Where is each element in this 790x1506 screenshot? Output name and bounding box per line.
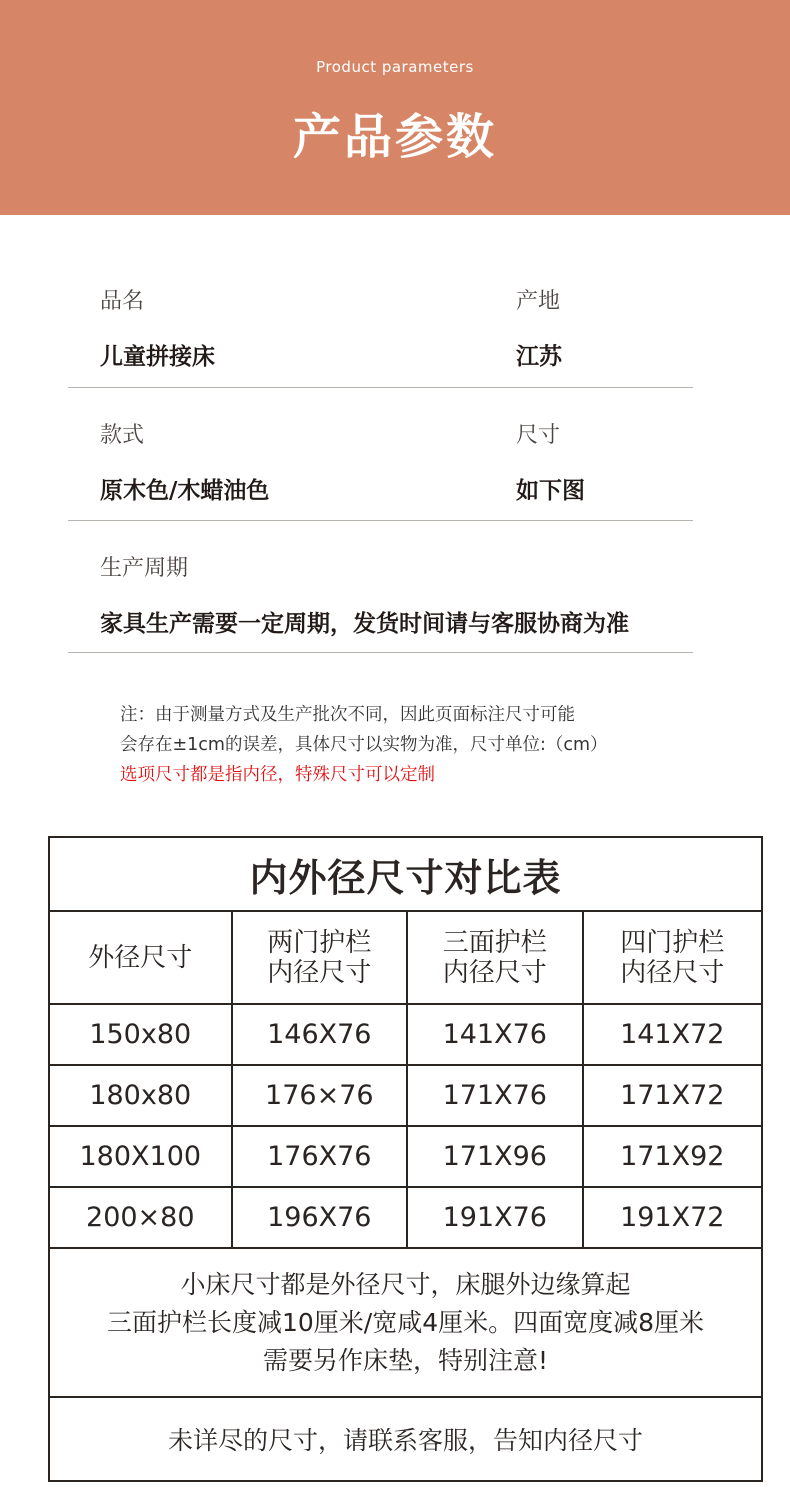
table-note (49, 1248, 762, 1397)
table-cell: 176×76 (232, 1065, 408, 1126)
table-cell: 196X76 (232, 1187, 408, 1248)
table-row (49, 1004, 762, 1065)
name-label: 品名 (100, 289, 145, 314)
table-cell: 171X72 (583, 1065, 762, 1126)
table-row (49, 1126, 762, 1187)
style-label: 款式 (100, 423, 145, 448)
size-comparison-table (48, 836, 763, 1482)
header-outer-size (49, 911, 232, 1004)
table-cell: 191X76 (407, 1187, 582, 1248)
header-four-door-line1: 四门护栏 (620, 927, 725, 958)
name-value: 儿童拼接床 (100, 344, 215, 370)
table-cell: 200×80 (49, 1187, 232, 1248)
table-note-line-2: 三面护栏长度减10厘米/宽咸4厘米。四面宽度减8厘米 (106, 1307, 705, 1337)
header-three-side-line2: 内径尺寸 (442, 957, 547, 988)
banner-title: 产品参数 (292, 109, 497, 165)
header-outer-size-label: 外径尺寸 (88, 942, 193, 973)
header-banner (0, 0, 790, 215)
table-cell: 180X100 (49, 1126, 232, 1187)
header-two-door-line1: 两门护栏 (267, 927, 372, 958)
table-note-line-1: 小床尺寸都是外径尺寸，床腿外边缘算起 (180, 1269, 631, 1299)
table-cell: 180x80 (49, 1065, 232, 1126)
table-cell: 171X96 (407, 1126, 582, 1187)
size-value: 如下图 (516, 478, 585, 504)
size-notes (120, 700, 720, 790)
note-line-red: 选项尺寸都是指内径，特殊尺寸可以定制 (120, 765, 435, 785)
header-four-door (583, 911, 762, 1004)
table-cell: 150x80 (49, 1004, 232, 1065)
table-title: 内外径尺寸对比表 (49, 837, 762, 911)
header-three-side-line1: 三面护栏 (442, 927, 547, 958)
header-three-side (407, 911, 582, 1004)
origin-label: 产地 (516, 289, 561, 314)
table-cell: 176X76 (232, 1126, 408, 1187)
table-cell: 141X72 (583, 1004, 762, 1065)
table-note-line-3: 需要另作床垫，特别注意! (262, 1345, 549, 1375)
header-two-door (232, 911, 408, 1004)
param-row-name-origin (68, 270, 693, 388)
cycle-value: 家具生产需要一定周期，发货时间请与客服协商为准 (100, 611, 629, 637)
table-cell: 146X76 (232, 1004, 408, 1065)
header-two-door-line2: 内径尺寸 (267, 957, 372, 988)
table-cell: 191X72 (583, 1187, 762, 1248)
style-value: 原木色/木蜡油色 (100, 478, 270, 504)
table-cell: 141X76 (407, 1004, 582, 1065)
table-cell: 171X92 (583, 1126, 762, 1187)
cycle-label: 生产周期 (100, 556, 189, 581)
header-four-door-line2: 内径尺寸 (620, 957, 725, 988)
table-row (49, 1065, 762, 1126)
table-footer: 未详尽的尺寸，请联系客服，告知内径尺寸 (49, 1397, 762, 1481)
param-row-style-size (68, 388, 693, 521)
table-cell: 171X76 (407, 1065, 582, 1126)
note-line-1: 注：由于测量方式及生产批次不同，因此页面标注尺寸可能 (120, 705, 575, 725)
size-label: 尺寸 (516, 423, 561, 448)
note-line-2: 会存在±1cm的误差，具体尺寸以实物为准，尺寸单位:（cm） (120, 735, 608, 755)
table-header-row (49, 911, 762, 1004)
banner-subtitle: Product parameters (316, 58, 474, 76)
origin-value: 江苏 (516, 344, 562, 370)
table-row (49, 1187, 762, 1248)
param-row-cycle (68, 521, 693, 653)
